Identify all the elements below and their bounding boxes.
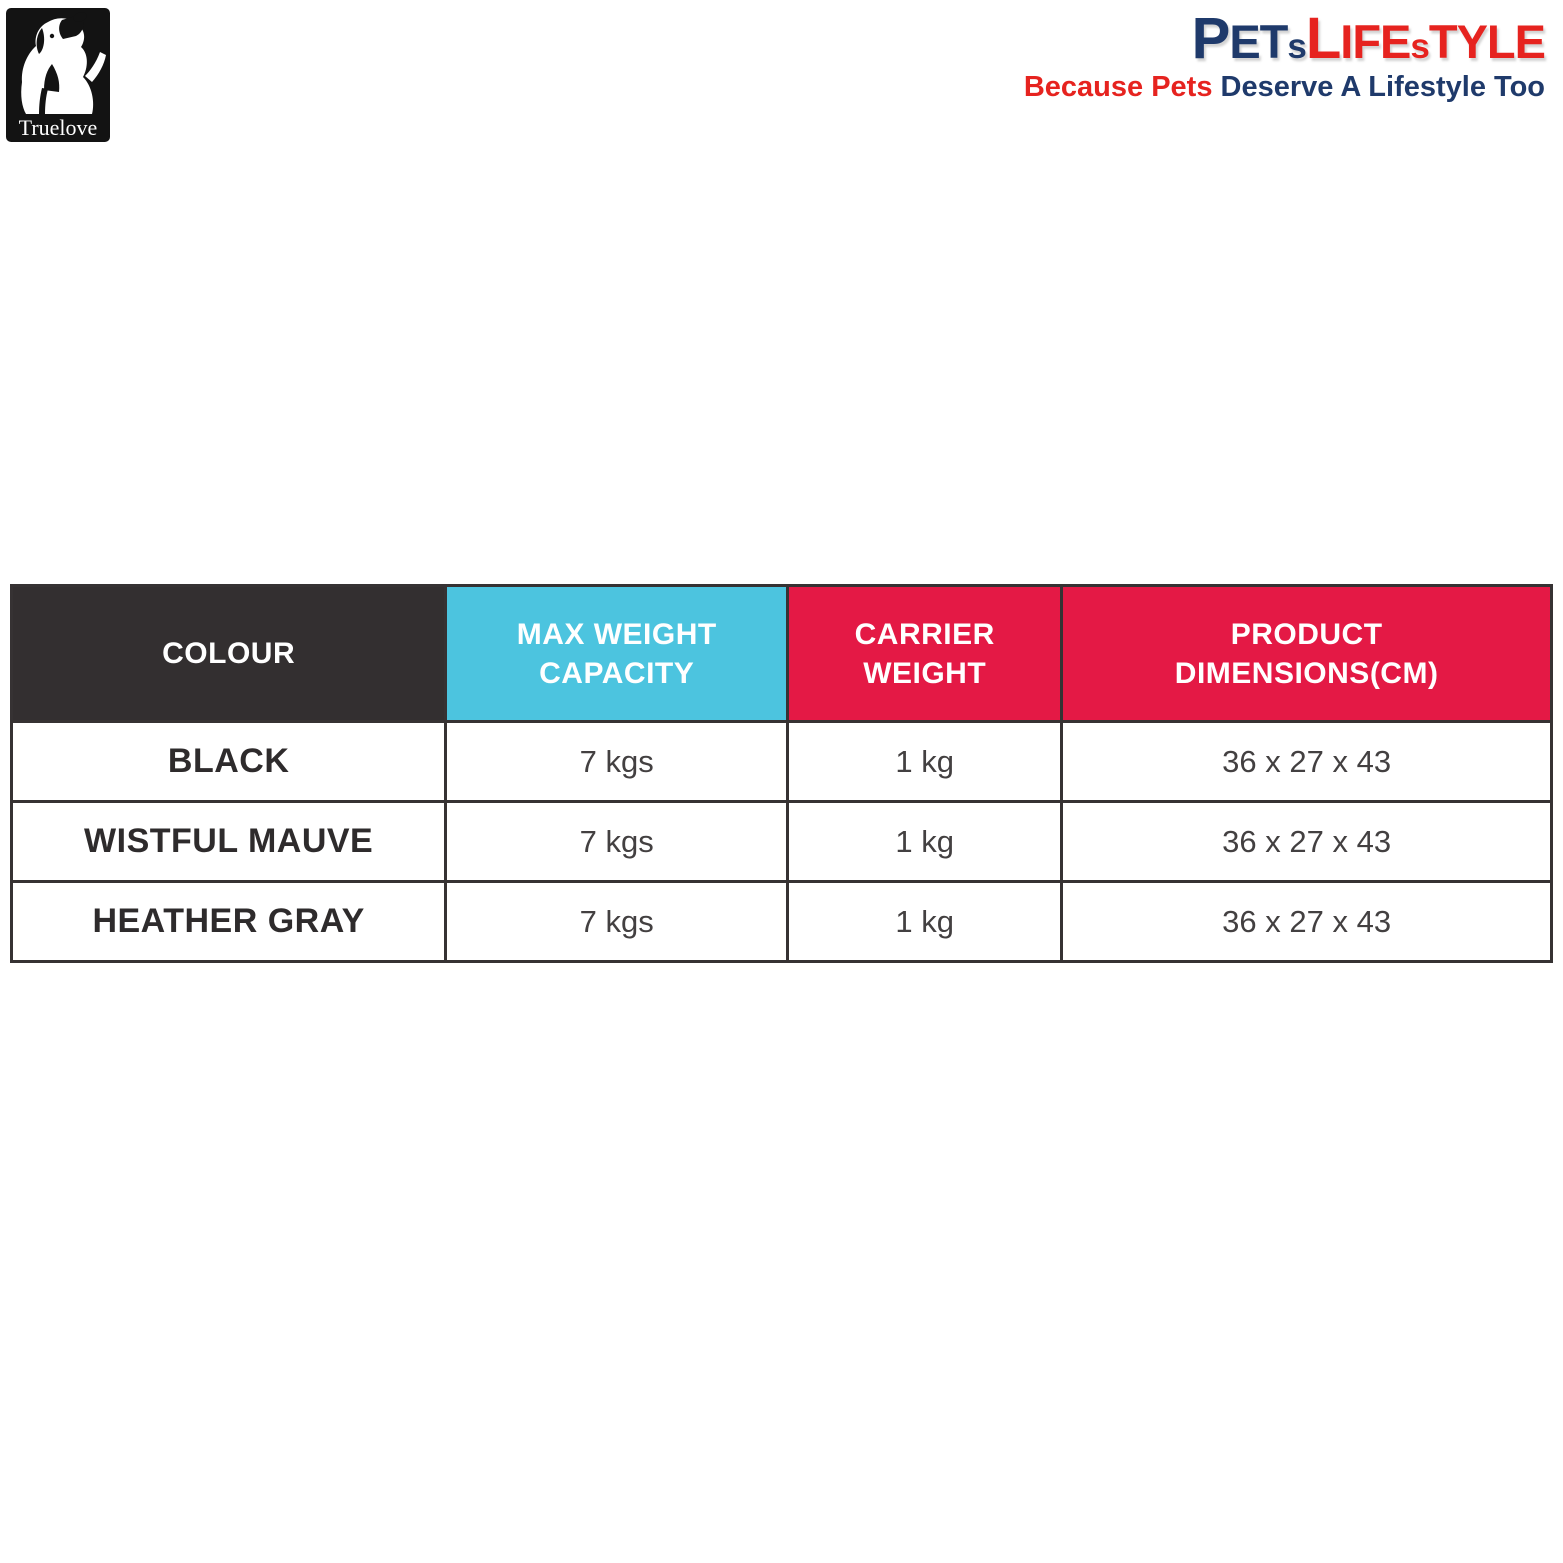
- column-header-max_weight: [446, 586, 788, 722]
- tagline-segment: Because Pets: [1023, 71, 1221, 103]
- cell-carrier_weight: 1 kg: [788, 722, 1062, 802]
- wordmark-segment: s: [1287, 27, 1306, 66]
- column-header-line: WEIGHT: [863, 656, 987, 690]
- wordmark-segment: IFE: [1340, 15, 1411, 68]
- column-header-line: MAX WEIGHT: [516, 617, 717, 651]
- cell-colour: WISTFUL MAUVE: [12, 802, 446, 882]
- petslifestyle-wordmark: [1024, 6, 1545, 71]
- column-header-line: CARRIER: [854, 617, 995, 651]
- cell-carrier_weight: 1 kg: [788, 882, 1062, 962]
- column-header-colour: [12, 586, 446, 722]
- truelove-wordmark: Truelove: [18, 115, 98, 140]
- cell-max_weight: 7 kgs: [446, 802, 788, 882]
- column-header-line: CAPACITY: [539, 656, 695, 690]
- cell-dimensions: 36 x 27 x 43: [1062, 722, 1552, 802]
- wordmark-segment: P: [1191, 6, 1230, 71]
- table-header-row: [12, 586, 1552, 722]
- spec-table-container: [10, 584, 1553, 963]
- cell-colour: BLACK: [12, 722, 446, 802]
- wordmark-segment: ET: [1229, 15, 1288, 68]
- table-row: [12, 882, 1552, 962]
- column-header-line: PRODUCT: [1230, 617, 1383, 651]
- cell-carrier_weight: 1 kg: [788, 802, 1062, 882]
- cell-dimensions: 36 x 27 x 43: [1062, 882, 1552, 962]
- column-header-dimensions: [1062, 586, 1552, 722]
- wordmark-segment: L: [1305, 6, 1341, 71]
- column-header-line: DIMENSIONS(CM): [1174, 656, 1439, 690]
- cell-colour: HEATHER GRAY: [12, 882, 446, 962]
- cell-dimensions: 36 x 27 x 43: [1062, 802, 1552, 882]
- tagline-segment: Deserve A Lifestyle Too: [1220, 71, 1545, 103]
- cell-max_weight: 7 kgs: [446, 882, 788, 962]
- petslifestyle-tagline: [1024, 72, 1545, 104]
- column-header-line: COLOUR: [162, 637, 296, 670]
- truelove-logo: [6, 8, 110, 142]
- table-row: [12, 802, 1552, 882]
- wordmark-segment: s: [1410, 27, 1429, 66]
- howling-dog-icon: [6, 8, 110, 142]
- column-header-carrier_weight: [788, 586, 1062, 722]
- spec-table: [10, 584, 1553, 963]
- petslifestyle-logo: [1023, 6, 1545, 104]
- table-row: [12, 722, 1552, 802]
- cell-max_weight: 7 kgs: [446, 722, 788, 802]
- wordmark-segment: TYLE: [1428, 15, 1545, 68]
